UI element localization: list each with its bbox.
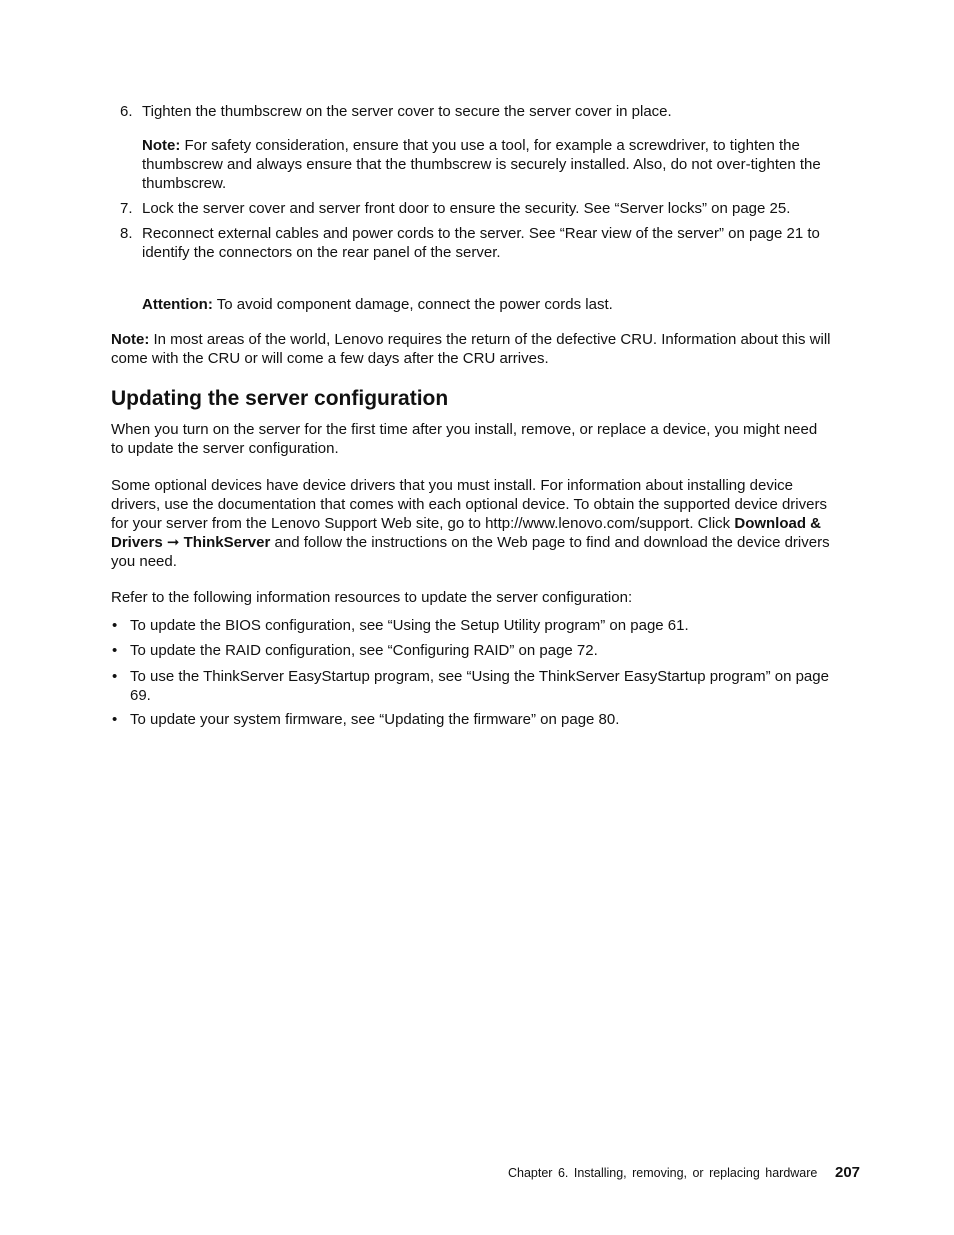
bullet-icon: • <box>112 711 118 728</box>
step-7-number: 7. <box>120 200 133 217</box>
step-6-note-text: For safety consideration, ensure that you use a tool, for example a screwdriver, to tighten the thumbscrew and always ensure that the thumbscrew is securely installed. Also, do not over-tighten the thumbscrew. <box>142 137 821 192</box>
step-6-number: 6. <box>120 103 133 120</box>
step-8-attention <box>142 295 862 314</box>
step-6-note-label: Note: <box>142 137 181 154</box>
footer-page-number: 207 <box>835 1164 861 1181</box>
thinkserver-label: ThinkServer <box>183 534 271 551</box>
cru-note-label: Note: <box>111 331 150 348</box>
step-6-text: Tighten the thumbscrew on the server cover to secure the server cover in place. <box>142 103 672 120</box>
bullet-icon: • <box>112 617 118 634</box>
cru-note <box>111 330 863 368</box>
bullet-item-raid: To update the RAID configuration, see “Configuring RAID” on page 72. <box>130 642 598 659</box>
section-paragraph-2 <box>111 476 839 571</box>
section-heading: Updating the server configuration <box>111 387 449 410</box>
paragraph-2-start: Some optional devices have device drivers that you must install. For information about installing device drivers, use the documentation that comes with each optional device. To obtain the supported device drivers for your server from the Lenovo Support Web site, go to http://www.lenovo.com/support. Click <box>111 477 827 532</box>
bullet-item-easystartup: To use the ThinkServer EasyStartup program, see “Using the ThinkServer EasyStartup program” on page 69. <box>130 668 829 704</box>
bullet-item-firmware: To update your system firmware, see “Updating the firmware” on page 80. <box>130 711 620 728</box>
attention-label: Attention: <box>142 296 213 313</box>
download-drivers-label: Download & Drivers <box>111 515 822 551</box>
menu-arrow-icon: ➞ <box>166 534 180 551</box>
footer-chapter-title: Chapter 6. Installing, removing, or replacing hardware <box>508 1166 818 1180</box>
paragraph-2-end: and follow the instructions on the Web page to find and download the device drivers you need. <box>111 534 830 570</box>
section-paragraph-1: When you turn on the server for the first time after you install, remove, or replace a device, you might need to update the server configuration. <box>111 421 818 457</box>
step-6-note <box>142 136 862 193</box>
cru-note-text: In most areas of the world, Lenovo requires the return of the defective CRU. Information about this will come with the CRU or will come a few days after the CRU arrives. <box>111 331 831 367</box>
bullet-icon: • <box>112 668 118 685</box>
step-8-text: Reconnect external cables and power cords to the server. See “Rear view of the server” on page 21 to identify the connectors on the rear panel of the server. <box>142 225 820 261</box>
section-paragraph-3: Refer to the following information resources to update the server configuration: <box>111 589 633 606</box>
step-8-number: 8. <box>120 225 133 242</box>
bullet-icon: • <box>112 642 118 659</box>
step-7-text: Lock the server cover and server front door to ensure the security. See “Server locks” on page 25. <box>142 200 791 217</box>
attention-text: To avoid component damage, connect the power cords last. <box>216 296 613 313</box>
bullet-item-bios: To update the BIOS configuration, see “Using the Setup Utility program” on page 61. <box>130 617 689 634</box>
